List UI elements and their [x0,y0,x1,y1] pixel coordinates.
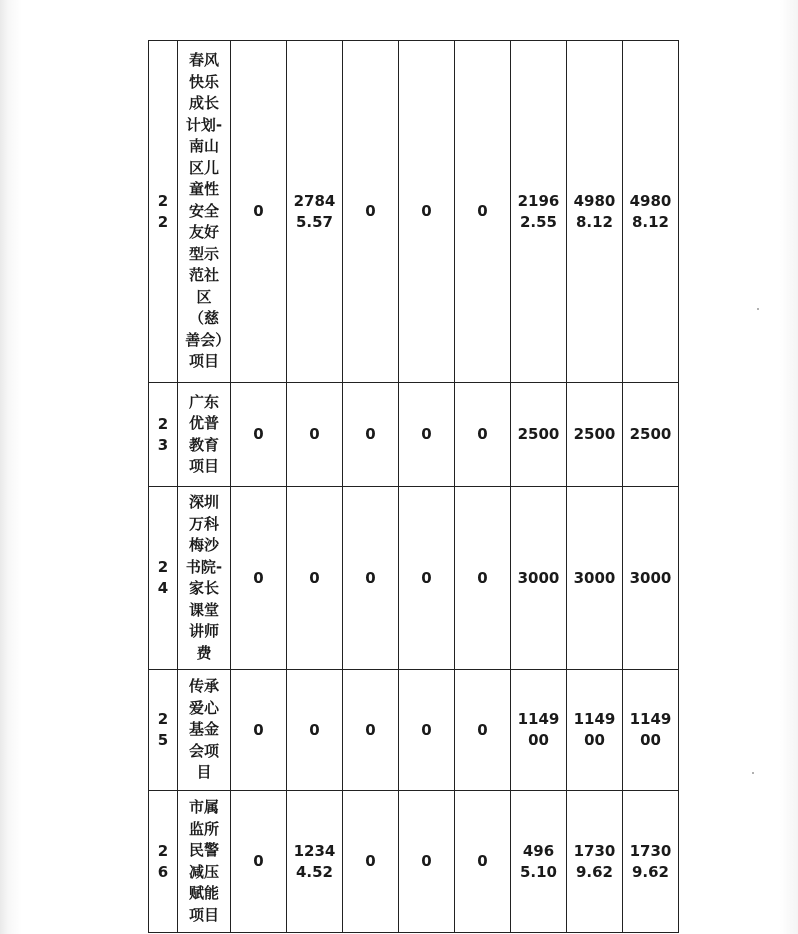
amount-cell: 0 [343,670,399,791]
row-number: 23 [149,383,178,487]
amount-cell: 0 [455,383,511,487]
amount-cell: 17309.62 [623,791,679,933]
amount-cell: 49808.12 [567,41,623,383]
project-name: 深圳万科梅沙书院-家长课堂讲师费 [178,487,231,670]
amount-cell: 17309.62 [567,791,623,933]
row-number: 25 [149,670,178,791]
table-row [149,670,679,791]
amount-cell: 114900 [567,670,623,791]
amount-cell: 0 [399,487,455,670]
amount-cell: 0 [287,670,343,791]
amount-cell: 2500 [511,383,567,487]
amount-cell: 114900 [511,670,567,791]
amount-cell: 4965.10 [511,791,567,933]
amount-cell: 3000 [567,487,623,670]
row-number: 24 [149,487,178,670]
amount-cell: 0 [455,41,511,383]
amount-cell: 0 [399,41,455,383]
amount-cell: 49808.12 [623,41,679,383]
amount-cell: 21962.55 [511,41,567,383]
amount-cell: 3000 [623,487,679,670]
amount-cell: 2500 [623,383,679,487]
amount-cell: 0 [343,487,399,670]
table-row [149,41,679,383]
amount-cell: 114900 [623,670,679,791]
amount-cell: 0 [231,670,287,791]
scan-speck [757,308,759,310]
amount-cell: 0 [231,41,287,383]
table-row [149,487,679,670]
amount-cell: 0 [455,791,511,933]
amount-cell: 0 [287,487,343,670]
amount-cell: 12344.52 [287,791,343,933]
project-name: 广东优普教育项目 [178,383,231,487]
project-name: 市属监所民警减压赋能项目 [178,791,231,933]
amount-cell: 0 [343,791,399,933]
amount-cell: 0 [231,383,287,487]
amount-cell: 0 [399,670,455,791]
table-row [149,791,679,933]
table-row [149,383,679,487]
project-name: 传承爱心基金会项目 [178,670,231,791]
amount-cell: 27845.57 [287,41,343,383]
amount-cell: 3000 [511,487,567,670]
amount-cell: 2500 [567,383,623,487]
scan-speck [752,772,754,774]
amount-cell: 0 [399,791,455,933]
row-number: 22 [149,41,178,383]
amount-cell: 0 [231,791,287,933]
project-name: 春风快乐成长计划-南山区儿童性安全友好型示范社区（慈善会）项目 [178,41,231,383]
row-number: 26 [149,791,178,933]
amount-cell: 0 [343,383,399,487]
amount-cell: 0 [343,41,399,383]
amount-cell: 0 [287,383,343,487]
amount-cell: 0 [455,670,511,791]
project-expense-table [148,40,679,933]
amount-cell: 0 [455,487,511,670]
amount-cell: 0 [231,487,287,670]
amount-cell: 0 [399,383,455,487]
